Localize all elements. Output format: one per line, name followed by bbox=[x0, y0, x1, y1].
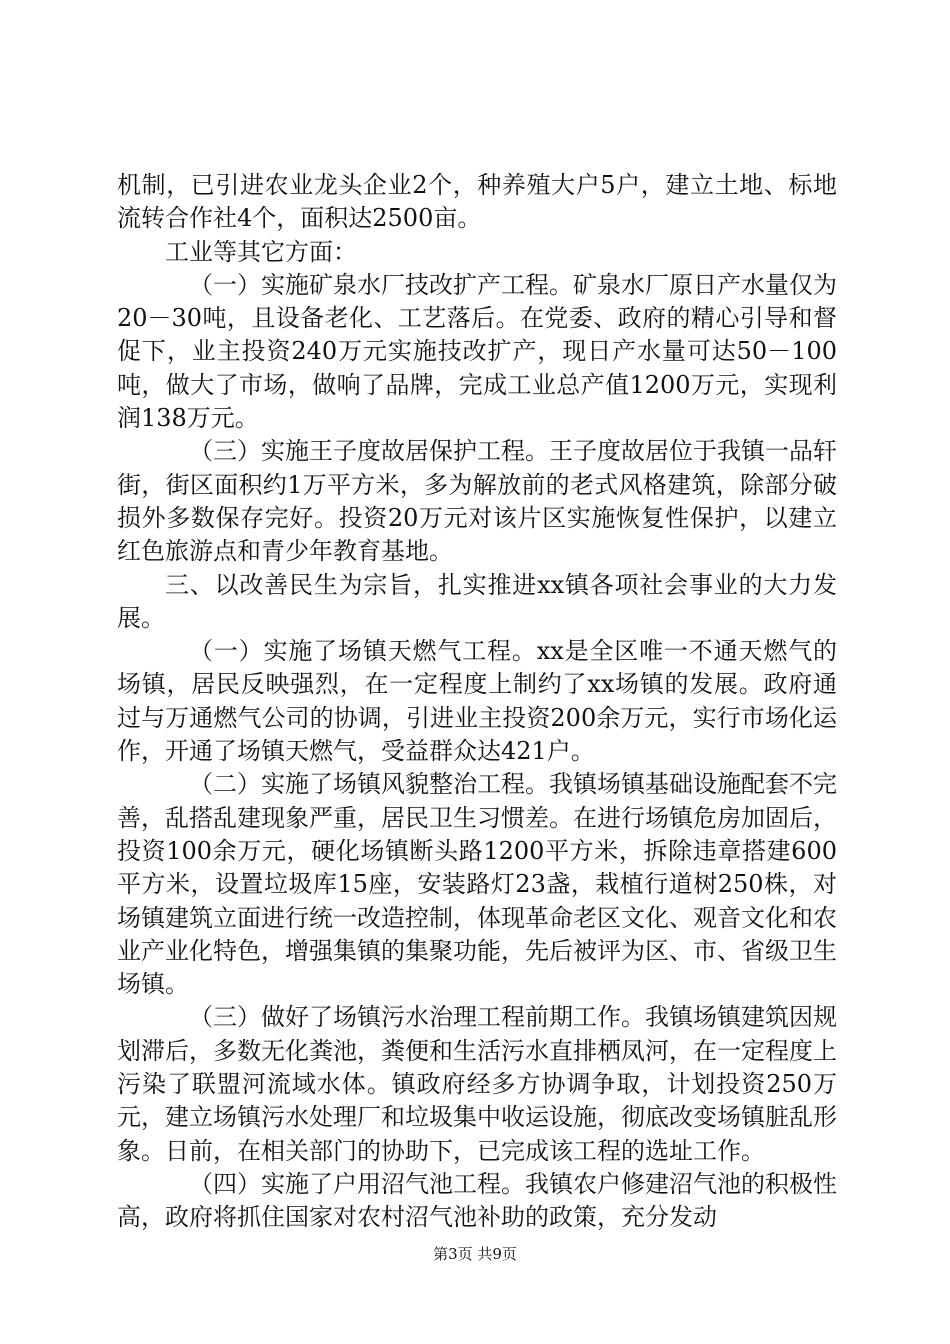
paragraph-biogas: （四）实施了户用沼气池工程。我镇农户修建沼气池的积极性高，政府将抓住国家对农村沼气池补助的政策，充分发动 bbox=[117, 1169, 837, 1232]
paragraph-former-residence: （三）实施王子度故居保护工程。王子度故居位于我镇一品轩街，街区面积约1万平方米，多为解放前的老式风格建筑，除部分破损外多数保存完好。投资20万元对该片区实施恢复性保护，以建立红色旅游点和青少年教育基地。 bbox=[117, 437, 837, 566]
paragraph-section-three-heading: 三、以改善民生为宗旨，扎实推进xx镇各项社会事业的大力发展。 bbox=[117, 570, 837, 632]
paragraph-industry-heading: 工业等其它方面： bbox=[165, 237, 357, 266]
paragraph-town-appearance: （二）实施了场镇风貌整治工程。我镇场镇基础设施配套不完善，乱搭乱建现象严重，居民卫生习惯差。在进行场镇危房加固后，投资100余万元，硬化场镇断头路1200平方米，拆除违章搭建600平方米，设置垃圾库15座，安装路灯23盏，栽植行道树250株，对场镇建筑立面进行统一改造控制，体现革命老区文化、观音文化和农业产业化特色，增强集镇的集聚功能，先后被评为区、市、省级卫生场镇。 bbox=[117, 770, 837, 999]
page-footer: 第3页 共9页 bbox=[433, 1245, 517, 1263]
paragraph-natural-gas: （一）实施了场镇天燃气工程。xx是全区唯一不通天燃气的场镇，居民反映强烈，在一定程度上制约了xx场镇的发展。政府通过与万通燃气公司的协调，引进业主投资200余万元，实行市场化运作，开通了场镇天燃气，受益群众达421户。 bbox=[117, 637, 837, 766]
paragraph-sewage: （三）做好了场镇污水治理工程前期工作。我镇场镇建筑因规划滞后，多数无化粪池，粪便和生活污水直排栖凤河，在一定程度上污染了联盟河流域水体。镇政府经多方协调争取，计划投资250万元，建立场镇污水处理厂和垃圾集中收运设施，彻底改变场镇脏乱形象。日前，在相关部门的协助下，已完成该工程的选址工作。 bbox=[117, 1003, 837, 1165]
document-body bbox=[117, 169, 837, 1235]
paragraph-1: 机制，已引进农业龙头企业2个，种养殖大户5户，建立土地、标地流转合作社4个，面积达2500亩。 bbox=[117, 171, 837, 233]
paragraph-mineral-water: （一）实施矿泉水厂技改扩产工程。矿泉水厂原日产水量仅为20－30吨，且设备老化、工艺落后。在党委、政府的精心引导和督促下，业主投资240万元实施技改扩产，现日产水量可达50－100吨，做大了市场，做响了品牌，完成工业总产值1200万元，实现利润138万元。 bbox=[117, 270, 837, 433]
